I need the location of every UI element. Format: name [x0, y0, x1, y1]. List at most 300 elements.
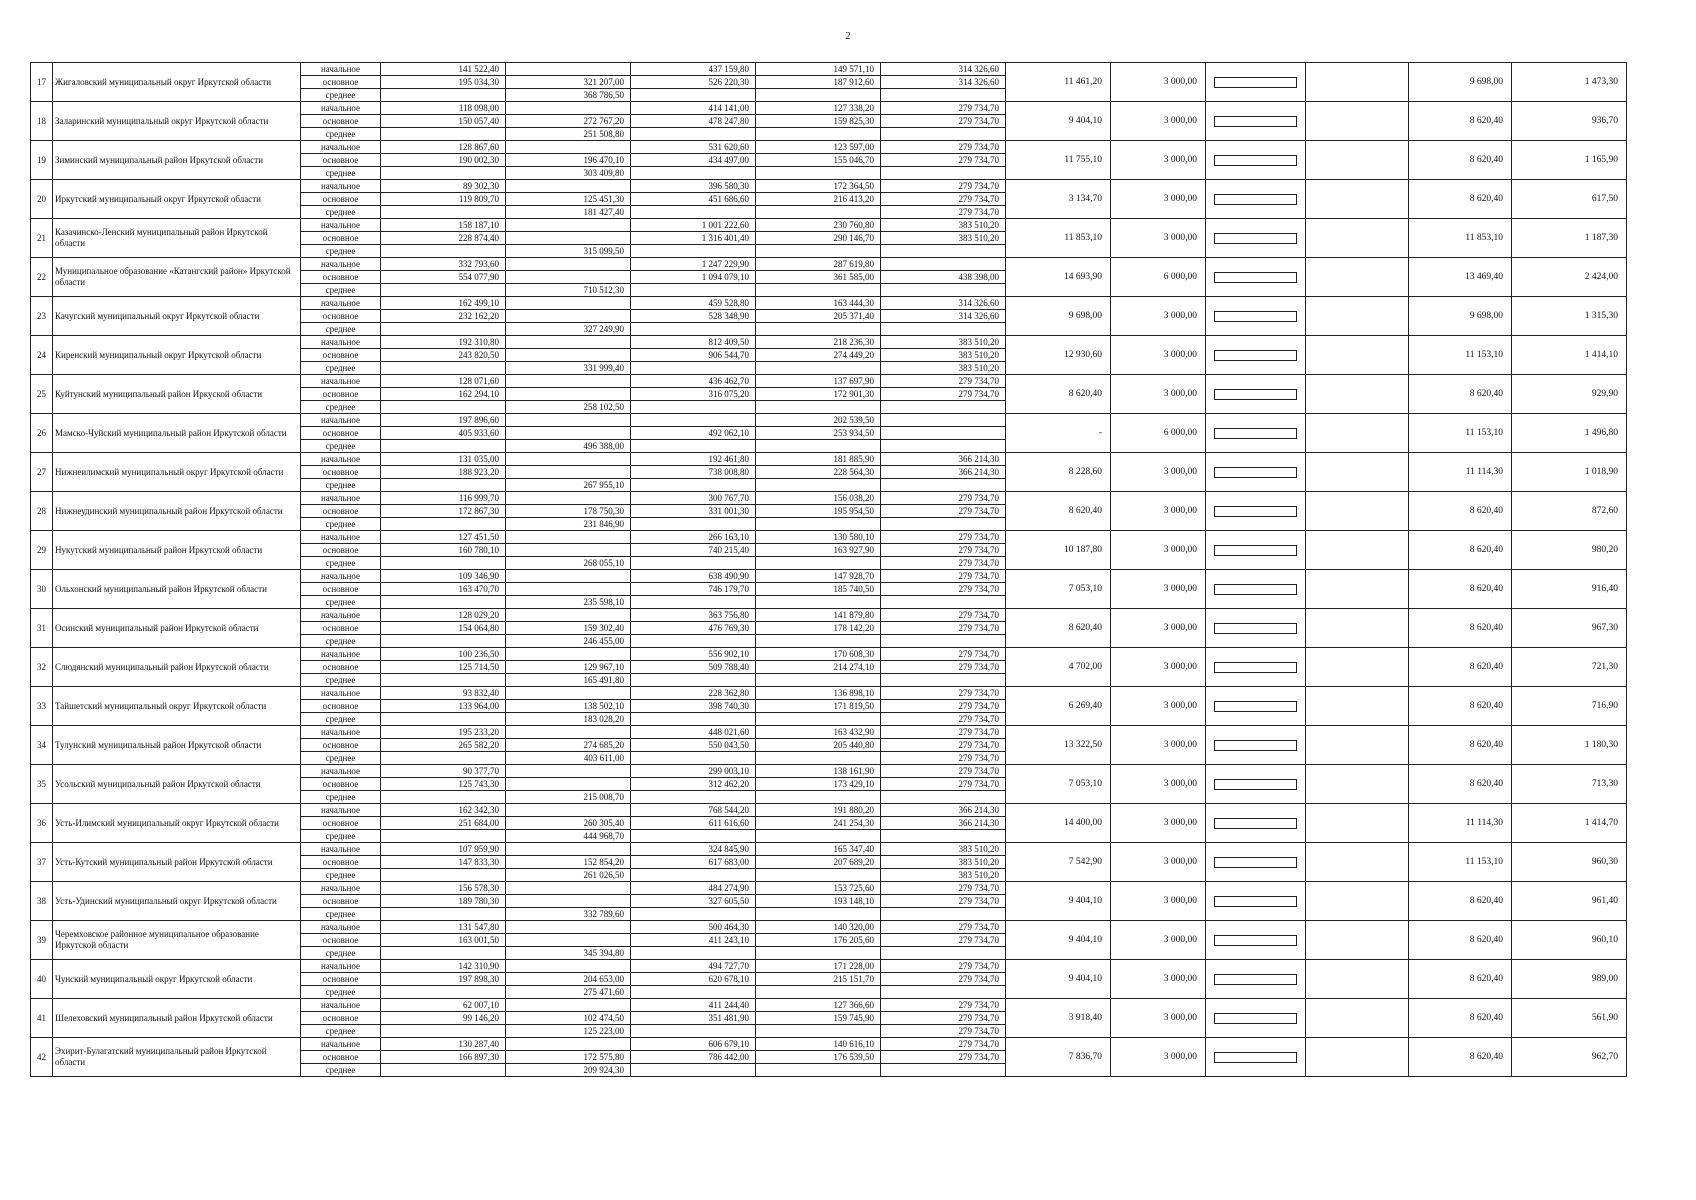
value-cell: 383 510,20 — [881, 843, 1006, 856]
empty-cell — [1306, 336, 1409, 375]
value-cell: 279 734,70 — [881, 700, 1006, 713]
value-cell: 231 846,90 — [506, 518, 631, 531]
value-cell: 638 490,90 — [631, 570, 756, 583]
amount-a: 9 404,10 — [1006, 921, 1111, 960]
value-cell — [381, 206, 506, 219]
empty-box — [1214, 77, 1297, 88]
value-cell: 312 462,20 — [631, 778, 756, 791]
value-cell: 554 077,90 — [381, 271, 506, 284]
empty-cell — [1306, 882, 1409, 921]
amount-d: 8 620,40 — [1409, 492, 1512, 531]
row-number: 19 — [31, 141, 53, 180]
empty-box-cell — [1206, 375, 1306, 414]
value-cell — [756, 596, 881, 609]
education-level: начальное — [301, 180, 381, 193]
education-level: среднее — [301, 1064, 381, 1077]
value-cell — [506, 648, 631, 661]
municipality-name: Осинский муниципальный район Иркутской области — [53, 609, 301, 648]
value-cell: 611 616,60 — [631, 817, 756, 830]
value-cell — [506, 232, 631, 245]
amount-b: 3 000,00 — [1111, 570, 1206, 609]
value-cell — [631, 986, 756, 999]
value-cell: 279 734,70 — [881, 193, 1006, 206]
value-cell — [631, 908, 756, 921]
row-number: 41 — [31, 999, 53, 1038]
value-cell — [381, 518, 506, 531]
value-cell — [381, 791, 506, 804]
value-cell: 172 364,50 — [756, 180, 881, 193]
municipality-name: Зиминский муниципальный район Иркутской области — [53, 141, 301, 180]
value-cell: 214 274,10 — [756, 661, 881, 674]
value-cell — [756, 1064, 881, 1077]
value-cell — [756, 518, 881, 531]
empty-cell — [1306, 726, 1409, 765]
value-cell — [631, 1025, 756, 1038]
amount-b: 3 000,00 — [1111, 531, 1206, 570]
education-level: основное — [301, 1051, 381, 1064]
education-level: основное — [301, 466, 381, 479]
value-cell: 710 512,30 — [506, 284, 631, 297]
row-number: 29 — [31, 531, 53, 570]
row-number: 34 — [31, 726, 53, 765]
value-cell: 193 148,10 — [756, 895, 881, 908]
value-cell — [506, 310, 631, 323]
value-cell: 279 734,70 — [881, 609, 1006, 622]
empty-box — [1214, 194, 1297, 205]
empty-cell — [1306, 960, 1409, 999]
value-cell: 396 580,30 — [631, 180, 756, 193]
value-cell: 258 102,50 — [506, 401, 631, 414]
value-cell — [506, 895, 631, 908]
value-cell: 484 274,90 — [631, 882, 756, 895]
education-level: основное — [301, 934, 381, 947]
value-cell: 181 427,40 — [506, 206, 631, 219]
value-cell — [756, 908, 881, 921]
value-cell — [381, 635, 506, 648]
value-cell: 261 026,50 — [506, 869, 631, 882]
amount-e: 2 424,00 — [1512, 258, 1627, 297]
value-cell — [881, 947, 1006, 960]
amount-e: 1 414,10 — [1512, 336, 1627, 375]
value-cell — [881, 674, 1006, 687]
amount-a: 13 322,50 — [1006, 726, 1111, 765]
value-cell: 129 967,10 — [506, 661, 631, 674]
municipality-name: Шелеховский муниципальный район Иркутской области — [53, 999, 301, 1038]
education-level: среднее — [301, 986, 381, 999]
value-cell — [881, 986, 1006, 999]
value-cell: 500 464,30 — [631, 921, 756, 934]
value-cell — [881, 89, 1006, 102]
empty-box — [1214, 974, 1297, 985]
value-cell — [631, 362, 756, 375]
value-cell: 327 605,50 — [631, 895, 756, 908]
amount-b: 3 000,00 — [1111, 1038, 1206, 1077]
value-cell: 444 968,70 — [506, 830, 631, 843]
table-row — [31, 297, 1627, 310]
empty-box — [1214, 545, 1297, 556]
education-level: основное — [301, 1012, 381, 1025]
value-cell: 163 927,90 — [756, 544, 881, 557]
empty-cell — [1306, 492, 1409, 531]
empty-box — [1214, 935, 1297, 946]
value-cell: 906 544,70 — [631, 349, 756, 362]
amount-d: 8 620,40 — [1409, 960, 1512, 999]
value-cell: 176 539,50 — [756, 1051, 881, 1064]
value-cell — [756, 674, 881, 687]
value-cell: 620 678,10 — [631, 973, 756, 986]
amount-a: 8 228,60 — [1006, 453, 1111, 492]
allocation-table — [30, 62, 1627, 1077]
education-level: основное — [301, 505, 381, 518]
value-cell: 279 734,70 — [881, 1051, 1006, 1064]
row-number: 36 — [31, 804, 53, 843]
value-cell: 300 767,70 — [631, 492, 756, 505]
value-cell: 279 734,70 — [881, 102, 1006, 115]
empty-box-cell — [1206, 414, 1306, 453]
value-cell — [631, 414, 756, 427]
value-cell — [506, 375, 631, 388]
value-cell — [756, 323, 881, 336]
education-level: начальное — [301, 609, 381, 622]
value-cell — [506, 531, 631, 544]
education-level: начальное — [301, 258, 381, 271]
value-cell — [631, 830, 756, 843]
empty-box-cell — [1206, 258, 1306, 297]
amount-b: 3 000,00 — [1111, 141, 1206, 180]
education-level: начальное — [301, 882, 381, 895]
value-cell: 279 734,70 — [881, 960, 1006, 973]
amount-b: 3 000,00 — [1111, 180, 1206, 219]
empty-box — [1214, 857, 1297, 868]
education-level: среднее — [301, 674, 381, 687]
amount-e: 1 315,30 — [1512, 297, 1627, 336]
amount-e: 936,70 — [1512, 102, 1627, 141]
value-cell: 331 001,30 — [631, 505, 756, 518]
value-cell: 228 362,80 — [631, 687, 756, 700]
value-cell: 279 734,70 — [881, 973, 1006, 986]
amount-a: 12 930,60 — [1006, 336, 1111, 375]
education-level: начальное — [301, 726, 381, 739]
education-level: основное — [301, 817, 381, 830]
value-cell: 1 247 229,90 — [631, 258, 756, 271]
municipality-name: Муниципальное образование «Катангский район» Иркутской области — [53, 258, 301, 297]
education-level: начальное — [301, 921, 381, 934]
value-cell — [881, 427, 1006, 440]
education-level: среднее — [301, 1025, 381, 1038]
value-cell — [756, 440, 881, 453]
row-number: 39 — [31, 921, 53, 960]
empty-cell — [1306, 843, 1409, 882]
table-row — [31, 921, 1627, 934]
value-cell: 265 582,20 — [381, 739, 506, 752]
value-cell: 279 734,70 — [881, 934, 1006, 947]
amount-b: 3 000,00 — [1111, 804, 1206, 843]
value-cell: 158 187,10 — [381, 219, 506, 232]
education-level: среднее — [301, 128, 381, 141]
value-cell: 228 874,40 — [381, 232, 506, 245]
amount-b: 3 000,00 — [1111, 609, 1206, 648]
value-cell: 451 686,60 — [631, 193, 756, 206]
value-cell: 786 442,00 — [631, 1051, 756, 1064]
value-cell: 187 912,60 — [756, 76, 881, 89]
value-cell: 230 760,80 — [756, 219, 881, 232]
value-cell: 133 964,00 — [381, 700, 506, 713]
table-row — [31, 180, 1627, 193]
value-cell: 181 885,90 — [756, 453, 881, 466]
value-cell: 383 510,20 — [881, 869, 1006, 882]
amount-a: 7 542,90 — [1006, 843, 1111, 882]
education-level: начальное — [301, 336, 381, 349]
amount-b: 3 000,00 — [1111, 219, 1206, 258]
amount-a: 11 853,10 — [1006, 219, 1111, 258]
value-cell: 165 491,80 — [506, 674, 631, 687]
value-cell: 436 462,70 — [631, 375, 756, 388]
empty-box-cell — [1206, 648, 1306, 687]
value-cell — [506, 1038, 631, 1051]
value-cell: 1 001 222,60 — [631, 219, 756, 232]
education-level: начальное — [301, 687, 381, 700]
amount-e: 872,60 — [1512, 492, 1627, 531]
value-cell: 332 793,60 — [381, 258, 506, 271]
amount-a: 9 404,10 — [1006, 102, 1111, 141]
value-cell: 93 832,40 — [381, 687, 506, 700]
value-cell — [631, 206, 756, 219]
value-cell: 138 502,10 — [506, 700, 631, 713]
empty-box — [1214, 272, 1297, 283]
value-cell — [506, 388, 631, 401]
value-cell: 185 740,50 — [756, 583, 881, 596]
education-level: начальное — [301, 102, 381, 115]
education-level: среднее — [301, 440, 381, 453]
value-cell: 279 734,70 — [881, 531, 1006, 544]
municipality-name: Тулунский муниципальный район Иркутской области — [53, 726, 301, 765]
value-cell: 147 833,30 — [381, 856, 506, 869]
amount-d: 8 620,40 — [1409, 570, 1512, 609]
value-cell: 170 608,30 — [756, 648, 881, 661]
value-cell: 314 326,60 — [881, 76, 1006, 89]
value-cell: 437 159,80 — [631, 63, 756, 76]
value-cell: 140 616,10 — [756, 1038, 881, 1051]
empty-box-cell — [1206, 141, 1306, 180]
value-cell: 398 740,30 — [631, 700, 756, 713]
table-row — [31, 414, 1627, 427]
amount-e: 1 496,80 — [1512, 414, 1627, 453]
education-level: среднее — [301, 167, 381, 180]
value-cell — [631, 440, 756, 453]
amount-a: 3 918,40 — [1006, 999, 1111, 1038]
value-cell: 191 880,20 — [756, 804, 881, 817]
amount-d: 8 620,40 — [1409, 102, 1512, 141]
municipality-name: Куйтунский муниципальный район Иркуской области — [53, 375, 301, 414]
value-cell: 368 786,50 — [506, 89, 631, 102]
empty-box — [1214, 116, 1297, 127]
table-row — [31, 102, 1627, 115]
value-cell: 1 316 401,40 — [631, 232, 756, 245]
value-cell — [381, 1025, 506, 1038]
education-level: основное — [301, 856, 381, 869]
value-cell: 189 780,30 — [381, 895, 506, 908]
row-number: 42 — [31, 1038, 53, 1077]
amount-e: 1 414,70 — [1512, 804, 1627, 843]
table-row — [31, 648, 1627, 661]
value-cell: 253 934,50 — [756, 427, 881, 440]
value-cell — [381, 245, 506, 258]
empty-cell — [1306, 921, 1409, 960]
municipality-name: Чунский муниципальный округ Иркутской области — [53, 960, 301, 999]
value-cell: 351 481,90 — [631, 1012, 756, 1025]
value-cell — [506, 843, 631, 856]
value-cell: 478 247,80 — [631, 115, 756, 128]
empty-cell — [1306, 570, 1409, 609]
amount-e: 721,30 — [1512, 648, 1627, 687]
value-cell — [631, 323, 756, 336]
value-cell — [506, 570, 631, 583]
value-cell — [631, 284, 756, 297]
empty-box — [1214, 623, 1297, 634]
value-cell — [381, 752, 506, 765]
value-cell: 99 146,20 — [381, 1012, 506, 1025]
value-cell: 251 508,80 — [506, 128, 631, 141]
amount-e: 961,40 — [1512, 882, 1627, 921]
amount-a: 7 836,70 — [1006, 1038, 1111, 1077]
education-level: среднее — [301, 596, 381, 609]
value-cell — [756, 284, 881, 297]
value-cell: 332 789,60 — [506, 908, 631, 921]
amount-a: 3 134,70 — [1006, 180, 1111, 219]
value-cell: 290 146,70 — [756, 232, 881, 245]
value-cell — [381, 362, 506, 375]
value-cell: 130 287,40 — [381, 1038, 506, 1051]
municipality-name: Киренский муниципальный округ Иркутской области — [53, 336, 301, 375]
value-cell: 178 750,30 — [506, 505, 631, 518]
value-cell — [381, 713, 506, 726]
value-cell — [506, 804, 631, 817]
empty-cell — [1306, 453, 1409, 492]
value-cell: 125 223,00 — [506, 1025, 631, 1038]
amount-b: 6 000,00 — [1111, 414, 1206, 453]
value-cell: 125 743,30 — [381, 778, 506, 791]
amount-a: 11 461,20 — [1006, 63, 1111, 102]
value-cell: 279 734,70 — [881, 752, 1006, 765]
value-cell: 509 788,40 — [631, 661, 756, 674]
value-cell — [506, 427, 631, 440]
empty-box-cell — [1206, 687, 1306, 726]
empty-cell — [1306, 102, 1409, 141]
empty-box-cell — [1206, 102, 1306, 141]
education-level: начальное — [301, 648, 381, 661]
municipality-name: Жигаловский муниципальный округ Иркутской области — [53, 63, 301, 102]
value-cell: 279 734,70 — [881, 687, 1006, 700]
table-row — [31, 726, 1627, 739]
empty-box — [1214, 467, 1297, 478]
empty-cell — [1306, 1038, 1409, 1077]
row-number: 20 — [31, 180, 53, 219]
value-cell: 136 898,10 — [756, 687, 881, 700]
amount-b: 3 000,00 — [1111, 492, 1206, 531]
table-row — [31, 570, 1627, 583]
education-level: начальное — [301, 531, 381, 544]
value-cell — [756, 167, 881, 180]
value-cell: 303 409,80 — [506, 167, 631, 180]
value-cell: 768 544,20 — [631, 804, 756, 817]
table-row — [31, 804, 1627, 817]
value-cell: 166 897,30 — [381, 1051, 506, 1064]
value-cell: 195 954,50 — [756, 505, 881, 518]
municipality-name: Усть-Илимский муниципальный округ Иркутской области — [53, 804, 301, 843]
amount-e: 713,30 — [1512, 765, 1627, 804]
amount-a: 9 698,00 — [1006, 297, 1111, 336]
row-number: 32 — [31, 648, 53, 687]
value-cell — [631, 1064, 756, 1077]
empty-box-cell — [1206, 960, 1306, 999]
row-number: 27 — [31, 453, 53, 492]
amount-b: 3 000,00 — [1111, 102, 1206, 141]
value-cell: 299 003,10 — [631, 765, 756, 778]
amount-b: 3 000,00 — [1111, 687, 1206, 726]
table-row — [31, 336, 1627, 349]
row-number: 37 — [31, 843, 53, 882]
amount-d: 8 620,40 — [1409, 180, 1512, 219]
value-cell: 363 756,80 — [631, 609, 756, 622]
value-cell: 383 510,20 — [881, 219, 1006, 232]
education-level: основное — [301, 232, 381, 245]
value-cell: 279 734,70 — [881, 180, 1006, 193]
education-level: начальное — [301, 843, 381, 856]
empty-box-cell — [1206, 1038, 1306, 1077]
value-cell: 156 038,20 — [756, 492, 881, 505]
value-cell: 279 734,70 — [881, 648, 1006, 661]
value-cell — [756, 89, 881, 102]
table-row — [31, 63, 1627, 76]
value-cell — [381, 596, 506, 609]
value-cell: 90 377,70 — [381, 765, 506, 778]
value-cell — [506, 271, 631, 284]
amount-e: 1 018,90 — [1512, 453, 1627, 492]
education-level: среднее — [301, 947, 381, 960]
value-cell — [756, 479, 881, 492]
value-cell: 383 510,20 — [881, 336, 1006, 349]
amount-b: 3 000,00 — [1111, 453, 1206, 492]
value-cell: 204 653,00 — [506, 973, 631, 986]
empty-box — [1214, 1052, 1297, 1063]
empty-box — [1214, 701, 1297, 712]
value-cell: 218 236,30 — [756, 336, 881, 349]
value-cell: 196 470,10 — [506, 154, 631, 167]
amount-d: 11 153,10 — [1409, 336, 1512, 375]
value-cell — [631, 89, 756, 102]
education-level: начальное — [301, 63, 381, 76]
value-cell — [881, 830, 1006, 843]
municipality-name: Нижнеудинский муниципальный район Иркутской области — [53, 492, 301, 531]
amount-b: 3 000,00 — [1111, 726, 1206, 765]
value-cell: 202 539,50 — [756, 414, 881, 427]
amount-e: 960,30 — [1512, 843, 1627, 882]
empty-box — [1214, 1013, 1297, 1024]
value-cell: 216 413,20 — [756, 193, 881, 206]
empty-box-cell — [1206, 999, 1306, 1038]
value-cell — [881, 1064, 1006, 1077]
empty-box-cell — [1206, 804, 1306, 843]
empty-cell — [1306, 375, 1409, 414]
education-level: начальное — [301, 492, 381, 505]
value-cell — [881, 908, 1006, 921]
value-cell: 1 094 079,10 — [631, 271, 756, 284]
empty-box — [1214, 506, 1297, 517]
value-cell — [631, 245, 756, 258]
empty-box-cell — [1206, 921, 1306, 960]
table-row — [31, 141, 1627, 154]
education-level: начальное — [301, 765, 381, 778]
